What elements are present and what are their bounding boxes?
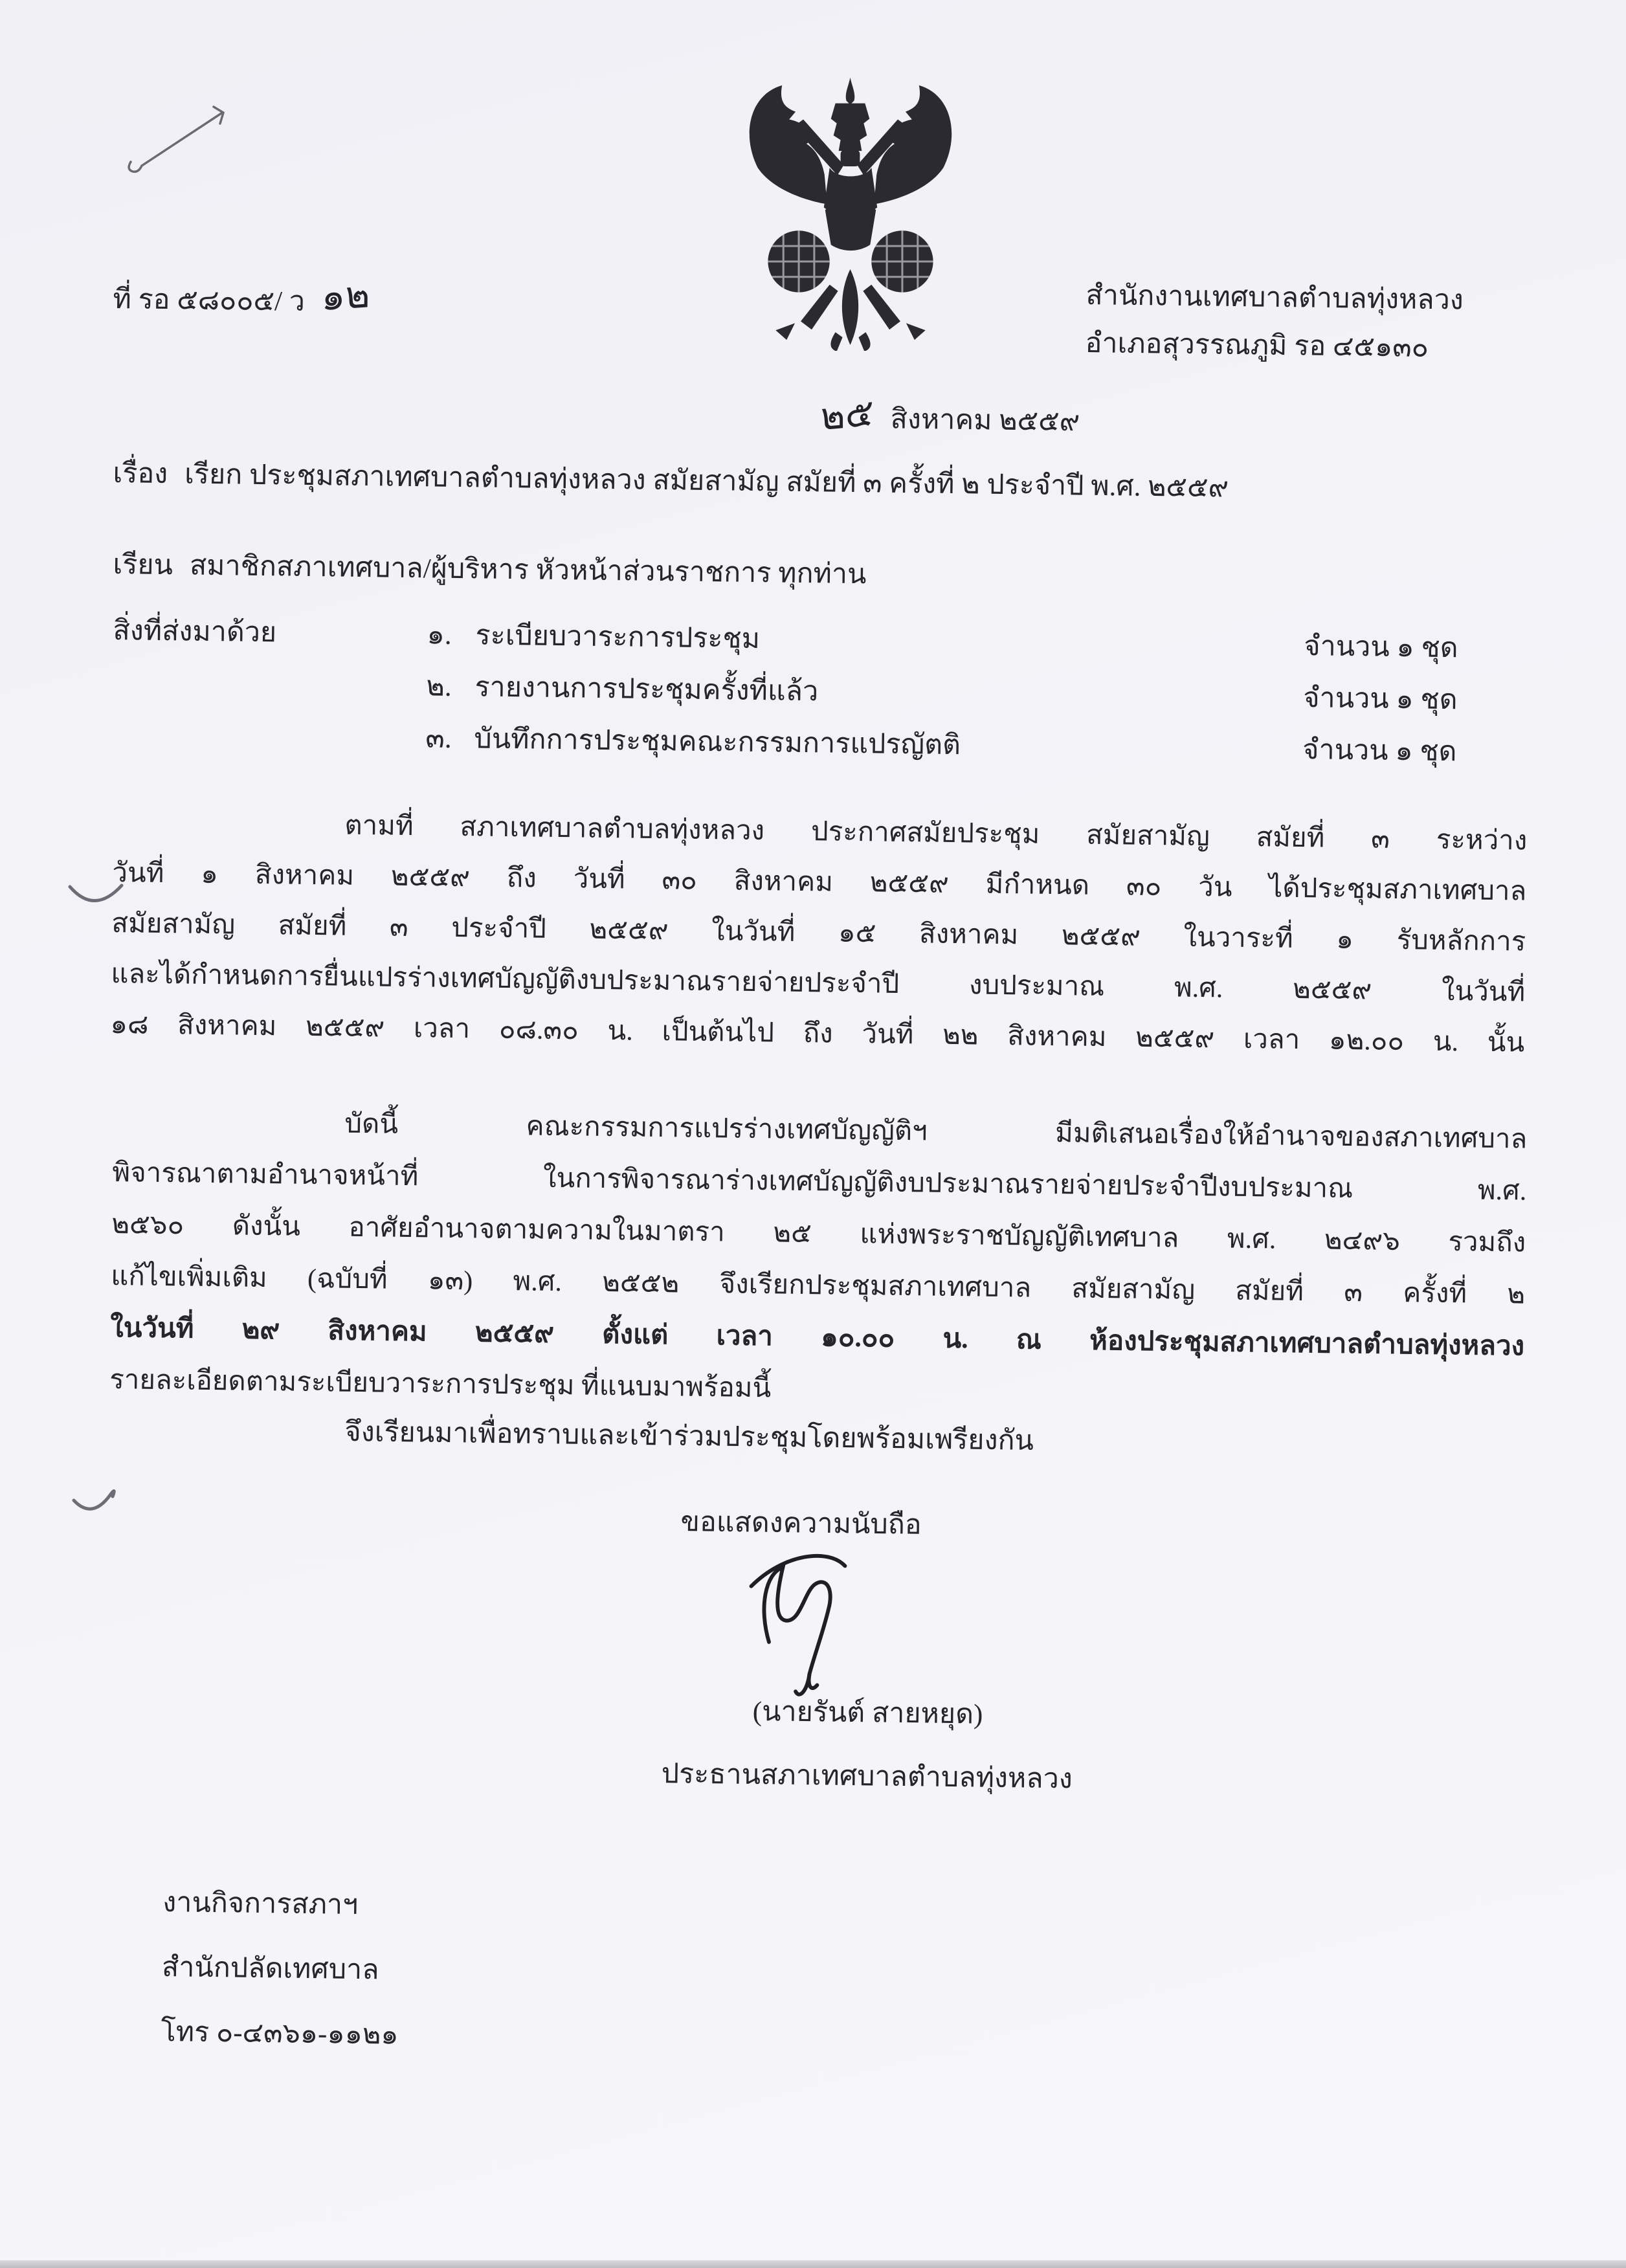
handwritten-date-day: ๒๕ xyxy=(820,391,874,439)
attachment-number: ๒. xyxy=(426,671,452,702)
subject-text: เรียก ประชุมสภาเทศบาลตำบลทุ่งหลวง สมัยสามัญ สมัยที่ ๓ ครั้งที่ ๒ ประจำปี พ.ศ. ๒๕๕๙ xyxy=(184,459,1229,504)
attachment-text: ระเบียบวาระการประชุม xyxy=(475,620,761,655)
salutation-label: เรียน xyxy=(113,549,173,581)
paragraph-line: วันที่ ๑ สิงหาคม ๒๕๕๙ ถึง วันที่ ๓๐ สิงหาคม ๒๕๕๙ มีกำหนด ๓๐ วัน ได้ประชุมสภาเทศบาล xyxy=(112,858,1527,907)
attachment-text: บันทึกการประชุมคณะกรรมการแปรญัตติ xyxy=(474,724,961,761)
paragraph-line: รายละเอียดตามระเบียบวาระการประชุม ที่แนบมาพร้อมนี้ xyxy=(109,1364,772,1404)
attachment-text: รายงานการประชุมครั้งที่แล้ว xyxy=(474,672,819,707)
salutation-line xyxy=(113,546,867,594)
paragraph-line: และได้กำหนดการยื่นแปรร่างเทศบัญญัติงบประมาณรายจ่ายประจำปี งบประมาณ พ.ศ. ๒๕๕๙ ในวันที่ xyxy=(111,959,1526,1008)
footer-division: งานกิจการสภาฯ xyxy=(162,1887,359,1920)
garuda-emblem-icon xyxy=(738,71,963,351)
attachments-section xyxy=(111,612,1528,792)
signer-name: (นายรันต์ สายหยุด) xyxy=(752,1696,983,1730)
body-paragraph-2 xyxy=(109,1095,1528,1425)
paragraph-line: ๑๘ สิงหาคม ๒๕๕๙ เวลา ๐๘.๓๐ น. เป็นต้นไป ถึง วันที่ ๒๒ สิงหาคม ๒๕๕๙ เวลา ๑๒.๐๐ น. นั้น xyxy=(110,1009,1525,1058)
subject-label: เรื่อง xyxy=(113,458,168,490)
pencil-check-mark-icon xyxy=(124,102,238,173)
reference-number-line xyxy=(113,272,371,322)
attachment-number: ๓. xyxy=(425,723,452,754)
paragraph-line: บัดนี้ คณะกรรมการแปรร่างเทศบัญญัติฯ มีมติเสนอเรื่องให้อำนาจของสภาเทศบาล xyxy=(344,1109,1528,1155)
signer-title: ประธานสภาเทศบาลตำบลทุ่งหลวง xyxy=(661,1759,1073,1795)
attachment-quantity: จำนวน ๑ ชุด xyxy=(1302,735,1457,768)
paragraph-line: พิจารณาตามอำนาจหน้าที่ ในการพิจารณาร่างเทศบัญญัติงบประมาณรายจ่ายประจำปีงบประมาณ พ.ศ. xyxy=(112,1157,1527,1206)
agency-address-block xyxy=(1085,272,1464,373)
salutation-text: สมาชิกสภาเทศบาล/ผู้บริหาร หัวหน้าส่วนราชการ ทุกท่าน xyxy=(189,550,867,590)
attachments-label: สิ่งที่ส่งมาด้วย xyxy=(113,615,277,649)
agency-district: อำเภอสุวรรณภูมิ รอ ๔๕๑๓๐ xyxy=(1085,328,1429,363)
agency-name: สำนักงานเทศบาลตำบลทุ่งหลวง xyxy=(1086,280,1464,316)
footer-contact-block xyxy=(161,1871,401,2068)
curved-pencil-mark-icon xyxy=(70,1484,125,1524)
sign-off-phrase: ขอแสดงความนับถือ xyxy=(680,1506,922,1540)
date-line xyxy=(820,391,1080,441)
body-paragraph-1 xyxy=(110,797,1528,1069)
reference-number: ที่ รอ ๕๘๐๐๕/ ว xyxy=(113,284,306,317)
paragraph-line: ตามที่ สภาเทศบาลตำบลทุ่งหลวง ประกาศสมัยประชุม สมัยสามัญ สมัยที่ ๓ ระหว่าง xyxy=(344,810,1528,856)
handwritten-signature-icon xyxy=(730,1547,866,1699)
handwritten-ref-number: ๑๒ xyxy=(321,272,371,319)
subject-line xyxy=(113,454,1229,508)
date-month-year: สิงหาคม ๒๕๕๙ xyxy=(890,404,1080,438)
paragraph-line: สมัยสามัญ สมัยที่ ๓ ประจำปี ๒๕๕๙ ในวันที่ ๑๕ สิงหาคม ๒๕๕๙ ในวาระที่ ๑ รับหลักการ xyxy=(111,908,1526,957)
footer-phone: โทร ๐-๔๓๖๑-๑๑๒๑ xyxy=(161,2016,399,2051)
closing-sentence: จึงเรียนมาเพื่อทราบและเข้าร่วมประชุมโดยพร้อมเพรียงกัน xyxy=(344,1416,1034,1456)
signature-block xyxy=(605,1691,1130,1800)
attachment-quantity: จำนวน ๑ ชุด xyxy=(1304,631,1458,664)
paragraph-line: แก้ไขเพิ่มเติม (ฉบับที่ ๑๓) พ.ศ. ๒๕๕๒ จึงเรียกประชุมสภาเทศบาล สมัยสามัญ สมัยที่ ๓ ครั้งที่ ๒ xyxy=(111,1261,1526,1310)
attachment-number: ๑. xyxy=(427,619,452,650)
scan-edge-shadow xyxy=(0,2260,1626,2268)
meeting-datetime-venue-line: ในวันที่ ๒๙ สิงหาคม ๒๕๕๙ ตั้งแต่ เวลา ๑๐.๐๐ น. ณ ห้องประชุมสภาเทศบาลตำบลทุ่งหลวง xyxy=(109,1313,1525,1362)
attachment-quantity: จำนวน ๑ ชุด xyxy=(1303,683,1458,716)
footer-office: สำนักปลัดเทศบาล xyxy=(161,1951,379,1986)
paragraph-line: ๒๕๖๐ ดังนั้น อาศัยอำนาจตามความในมาตรา ๒๕ แห่งพระราชบัญญัติเทศบาล พ.ศ. ๒๔๙๖ รวมถึง xyxy=(111,1209,1526,1258)
